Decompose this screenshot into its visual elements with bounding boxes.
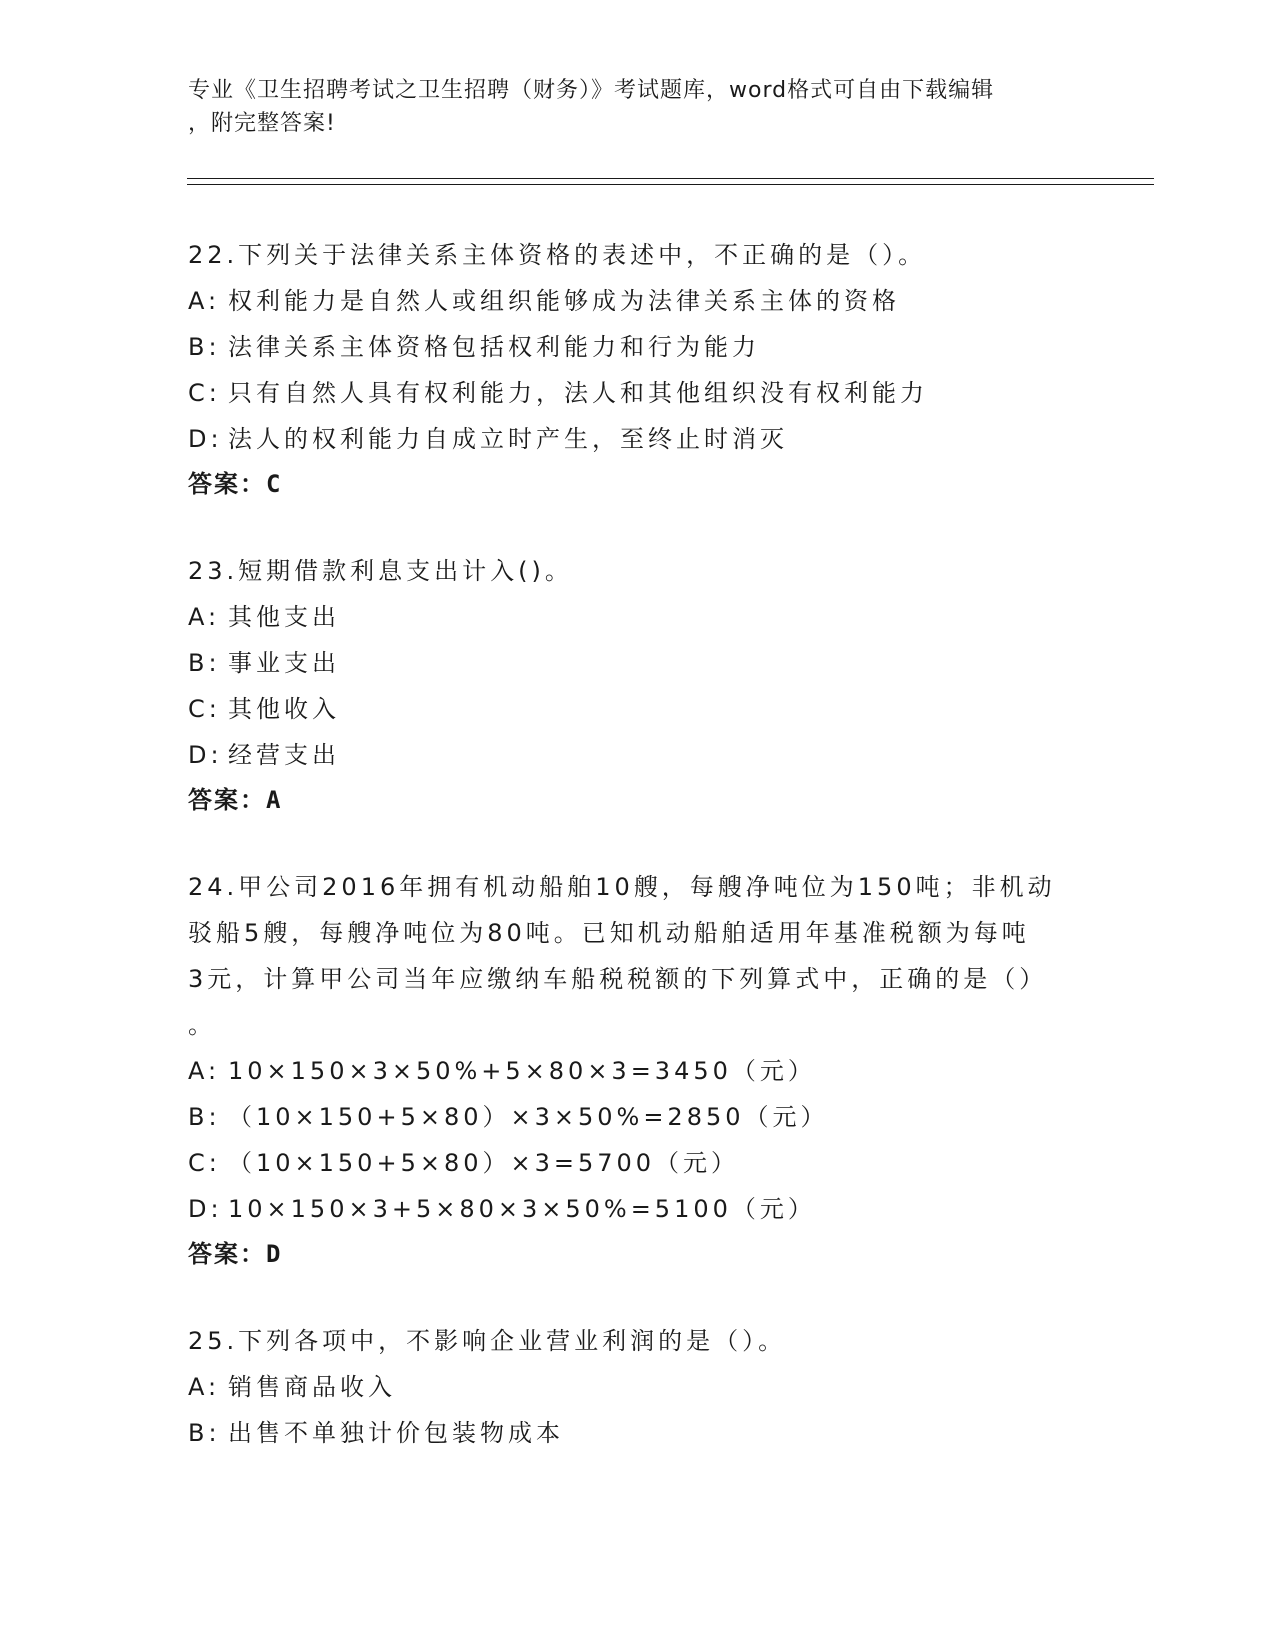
question-24 (188, 864, 1088, 1276)
header-divider-bottom (187, 184, 1154, 185)
answer (188, 778, 1088, 822)
stem-line: 24.甲公司2016年拥有机动船舶10艘，每艘净吨位为150吨；非机动 (188, 873, 1056, 901)
option-a (188, 1364, 1088, 1410)
header-divider-top (187, 178, 1154, 179)
question-22 (188, 232, 1088, 506)
option-a (188, 278, 1088, 324)
question-stem (188, 864, 1088, 1048)
answer (188, 462, 1088, 506)
answer (188, 1232, 1088, 1276)
option-text: 10×150×3+5×80×3×50%=5100（元） (228, 1195, 816, 1223)
question-25 (188, 1318, 1088, 1456)
option-d (188, 732, 1088, 778)
stem-line: 22.下列关于法律关系主体资格的表述中，不正确的是（）。 (188, 241, 927, 269)
option-text: 法人的权利能力自成立时产生，至终止时消灭 (228, 425, 788, 453)
option-key: D: (188, 741, 223, 769)
option-a (188, 1048, 1088, 1094)
option-text: 销售商品收入 (228, 1373, 396, 1401)
option-key: B: (188, 1103, 221, 1131)
option-key: B: (188, 333, 221, 361)
option-key: A: (188, 1373, 221, 1401)
option-key: D: (188, 425, 223, 453)
option-text: 事业支出 (228, 649, 340, 677)
question-stem (188, 548, 1088, 594)
answer-label: 答案： (188, 786, 266, 814)
option-text: 其他收入 (228, 695, 340, 723)
option-key: D: (188, 1195, 223, 1223)
option-b (188, 1094, 1088, 1140)
option-text: 只有自然人具有权利能力，法人和其他组织没有权利能力 (228, 379, 928, 407)
option-c (188, 370, 1088, 416)
question-list (188, 232, 1088, 1498)
option-text: 10×150×3×50%+5×80×3=3450（元） (228, 1057, 816, 1085)
header-line-2: ，附完整答案! (188, 111, 336, 136)
option-b (188, 1410, 1088, 1456)
stem-line: 25.下列各项中，不影响企业营业利润的是（）。 (188, 1327, 787, 1355)
question-23 (188, 548, 1088, 822)
option-key: B: (188, 1419, 221, 1447)
option-text: 经营支出 (228, 741, 340, 769)
question-stem (188, 1318, 1088, 1364)
answer-value: A (266, 786, 283, 814)
document-header (188, 74, 1088, 140)
option-text: （10×150+5×80）×3=5700（元） (228, 1149, 740, 1177)
option-text: 权利能力是自然人或组织能够成为法律关系主体的资格 (228, 287, 900, 315)
option-a (188, 594, 1088, 640)
answer-value: C (266, 470, 283, 498)
option-d (188, 416, 1088, 462)
answer-label: 答案： (188, 470, 266, 498)
option-key: A: (188, 603, 221, 631)
stem-line: 驳船5艘，每艘净吨位为80吨。已知机动船舶适用年基准税额为每吨 (188, 919, 1030, 947)
option-text: 出售不单独计价包装物成本 (228, 1419, 564, 1447)
option-c (188, 1140, 1088, 1186)
option-text: （10×150+5×80）×3×50%=2850（元） (228, 1103, 829, 1131)
answer-value: D (266, 1240, 283, 1268)
header-line-1: 专业《卫生招聘考试之卫生招聘（财务）》考试题库，word格式可自由下载编辑 (188, 78, 995, 103)
option-b (188, 324, 1088, 370)
option-key: C: (188, 695, 221, 723)
option-d (188, 1186, 1088, 1232)
option-b (188, 640, 1088, 686)
option-key: C: (188, 1149, 221, 1177)
option-c (188, 686, 1088, 732)
option-text: 其他支出 (228, 603, 340, 631)
option-key: A: (188, 287, 221, 315)
stem-line: 23.短期借款利息支出计入()。 (188, 557, 573, 585)
answer-label: 答案： (188, 1240, 266, 1268)
option-key: A: (188, 1057, 221, 1085)
question-stem (188, 232, 1088, 278)
option-key: B: (188, 649, 221, 677)
option-key: C: (188, 379, 221, 407)
stem-line: 3元，计算甲公司当年应缴纳车船税税额的下列算式中，正确的是（） (188, 965, 1048, 993)
option-text: 法律关系主体资格包括权利能力和行为能力 (228, 333, 760, 361)
stem-line: 。 (188, 1011, 216, 1039)
